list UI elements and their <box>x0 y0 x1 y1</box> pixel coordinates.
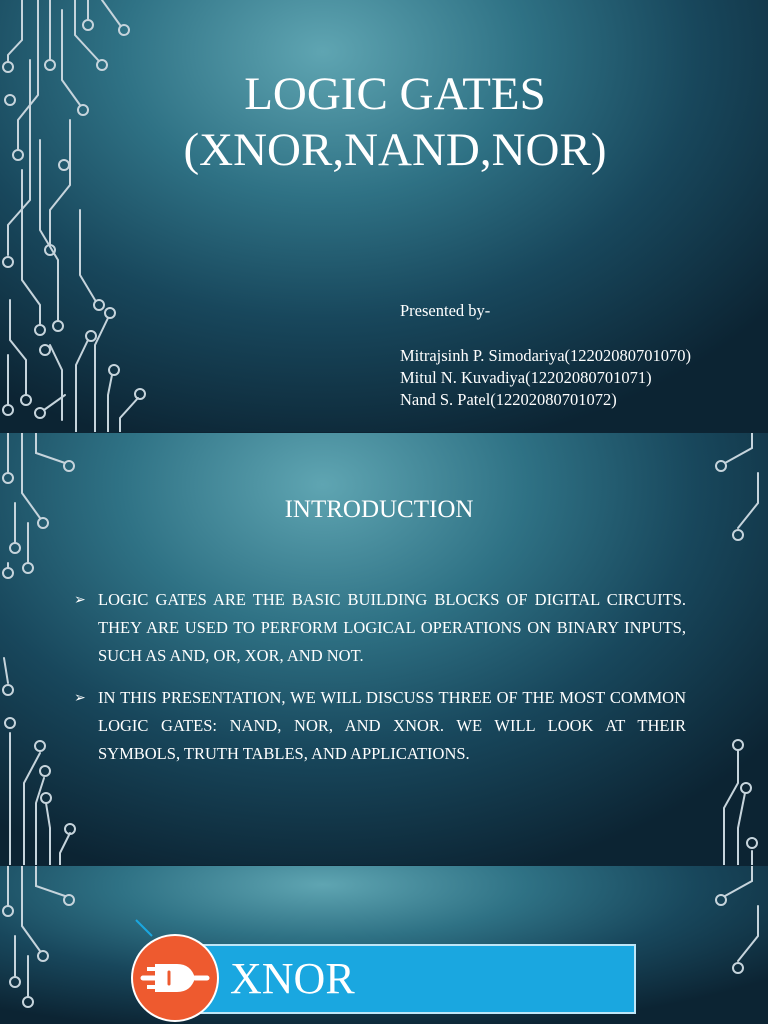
xnor-title: XNOR <box>230 954 355 1003</box>
presenter-name: Mitrajsinh P. Simodariya(12202080701070) <box>400 346 692 365</box>
xnor-slide <box>0 866 768 1024</box>
list-item <box>74 586 686 670</box>
presenter-list <box>400 300 691 411</box>
bullet-text: LOGIC GATES ARE THE BASIC BUILDING BLOCKS OF DIGITAL CIRCUITS. THEY ARE USED TO PERFORM LOGICAL OPERATIONS ON BINARY INPUTS, SUCH AS AND, OR, XOR, AND NOT. <box>98 590 686 665</box>
bullet-list <box>74 586 686 782</box>
plug-icon <box>133 936 217 1020</box>
introduction-heading: INTRODUCTION <box>284 496 474 523</box>
presenter-name: Nand S. Patel(12202080701072) <box>400 390 617 409</box>
circuit-decoration-left <box>0 866 80 1024</box>
bullet-arrow-icon: ➢ <box>74 592 86 608</box>
presenter-name: Mitul N. Kuvadiya(12202080701071) <box>400 368 652 387</box>
title-slide <box>0 0 768 432</box>
introduction-slide <box>0 433 768 865</box>
xnor-icon-badge <box>133 936 217 1020</box>
circuit-decoration-right <box>700 866 768 1024</box>
presented-by-label: Presented by- <box>400 301 491 320</box>
circuit-decoration-left <box>0 0 150 432</box>
bullet-arrow-icon: ➢ <box>74 690 86 706</box>
title-line-1: LOGIC GATES <box>244 68 546 120</box>
bullet-text: IN THIS PRESENTATION, WE WILL DISCUSS THREE OF THE MOST COMMON LOGIC GATES: NAND, NOR, AND XNOR. WE WILL LOOK AT THEIR SYMBOLS, TRUTH TABLES, AND APPLICATIONS. <box>98 688 686 763</box>
list-item <box>74 684 686 768</box>
title-slide-heading <box>100 66 690 178</box>
connector-line <box>134 918 154 938</box>
title-line-2: (XNOR,NAND,NOR) <box>183 124 607 176</box>
